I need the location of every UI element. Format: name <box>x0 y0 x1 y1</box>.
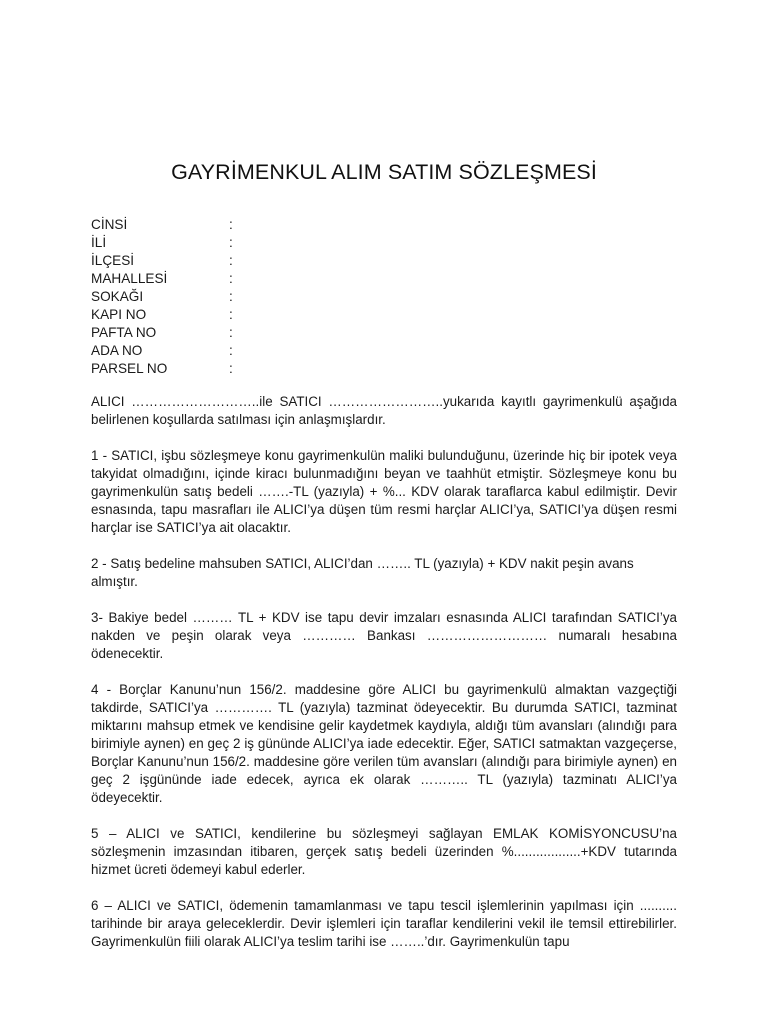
paragraph-clause-2: 2 - Satış bedeline mahsuben SATICI, ALICI’dan …….. TL (yazıyla) + KDV nakit peşin avans almıştır. <box>91 556 634 589</box>
field-label: PARSEL NO <box>91 361 168 376</box>
field-label: MAHALLESİ <box>91 271 168 286</box>
field-row-ili <box>91 234 391 252</box>
field-colon: : <box>229 235 233 250</box>
field-colon: : <box>229 271 233 286</box>
paragraph-clause-5: 5 – ALICI ve SATICI, kendilerine bu sözleşmeyi sağlayan EMLAK KOMİSYONCUSU’na sözleşmenin imzasından itibaren, gerçek satış bedeli üzerinden %..................+KDV tutarında hizmet ücreti ödemeyi kabul ederler. <box>91 826 677 877</box>
field-colon: : <box>229 253 233 268</box>
field-label: CİNSİ <box>91 217 128 232</box>
field-colon: : <box>229 343 233 358</box>
document-title: GAYRİMENKUL ALIM SATIM SÖZLEŞMESİ <box>171 160 597 184</box>
field-colon: : <box>229 307 233 322</box>
field-row-parsel-no <box>91 360 391 378</box>
field-label: ADA NO <box>91 343 143 358</box>
paragraph-clause-1: 1 - SATICI, işbu sözleşmeye konu gayrimenkulün maliki bulunduğunu, üzerinde hiç bir ipotek veya takyidat olmadığını, içinde kiracı bulunmadığını beyan ve taahhüt etmiştir. Sözleşmeye konu bu gayrimenkulün satış bedeli …….-TL (yazıyla) + %... KDV olarak taraflarca kabul edilmiştir. Devir esnasında, tapu masrafları ile ALICI’ya düşen tüm resmi harçlar ALICI’ya, SATICI’ya düşen resmi harçlar ise SATICI’ya ait olacaktır. <box>91 448 677 535</box>
field-row-cinsi <box>91 216 391 234</box>
field-label: SOKAĞI <box>91 289 144 304</box>
field-label: KAPI NO <box>91 307 147 322</box>
paragraph-clause-3: 3- Bakiye bedel ……… TL + KDV ise tapu devir imzaları esnasında ALICI tarafından SATICI’ya nakden ve peşin olarak veya ………… Bankası ……………………… numaralı hesabına ödenecektir. <box>91 610 677 661</box>
field-row-kapi-no <box>91 306 391 324</box>
field-row-pafta-no <box>91 324 391 342</box>
field-colon: : <box>229 325 233 340</box>
field-label: İLİ <box>91 235 107 250</box>
field-colon: : <box>229 361 233 376</box>
field-colon: : <box>229 289 233 304</box>
field-row-ilcesi <box>91 252 391 270</box>
field-colon: : <box>229 217 233 232</box>
property-fields <box>91 216 391 378</box>
paragraph-clause-4: 4 - Borçlar Kanunu’nun 156/2. maddesine göre ALICI bu gayrimenkulü almaktan vazgeçtiği takdirde, SATICI’ya …………. TL (yazıyla) tazminat ödeyecektir. Bu durumda SATICI, tazminat miktarını mahsup etmek ve kendisine gelir kaydetmek kaydıyla, aldığı tüm avansları (alındığı para birimiyle aynen) en geç 2 iş gününde ALICI’ya iade edecektir. Eğer, SATICI satmaktan vazgeçerse, Borçlar Kanunu’nun 156/2. maddesine göre verilen tüm avansları (alındığı para birimiyle aynen) en geç 2 işgününde iade edecek, ayrıca ek olarak ……….. TL (yazıyla) tazminatı ALICI’ya ödeyecektir. <box>91 682 677 805</box>
paragraph-clause-6: 6 – ALICI ve SATICI, ödemenin tamamlanması ve tapu tescil işlemlerinin yapılması için .......... tarihinde bir araya geleceklerdir. Devir işlemleri için taraflar kendilerini vekil ile temsil ettirebilirler. Gayrimenkulün fiili olarak ALICI’ya teslim tarihi ise ……..’dır. Gayrimenkulün tapu <box>91 898 677 949</box>
field-row-mahallesi <box>91 270 391 288</box>
paragraph-intro: ALICI ………………………..ile SATICI ……………………..yukarıda kayıtlı gayrimenkulü aşağıda belirlenen koşullarda satılması için anlaşmışlardır. <box>91 394 677 427</box>
contract-body <box>91 393 677 969</box>
field-row-ada-no <box>91 342 391 360</box>
field-row-sokagi <box>91 288 391 306</box>
field-label: PAFTA NO <box>91 325 157 340</box>
field-label: İLÇESİ <box>91 253 135 268</box>
